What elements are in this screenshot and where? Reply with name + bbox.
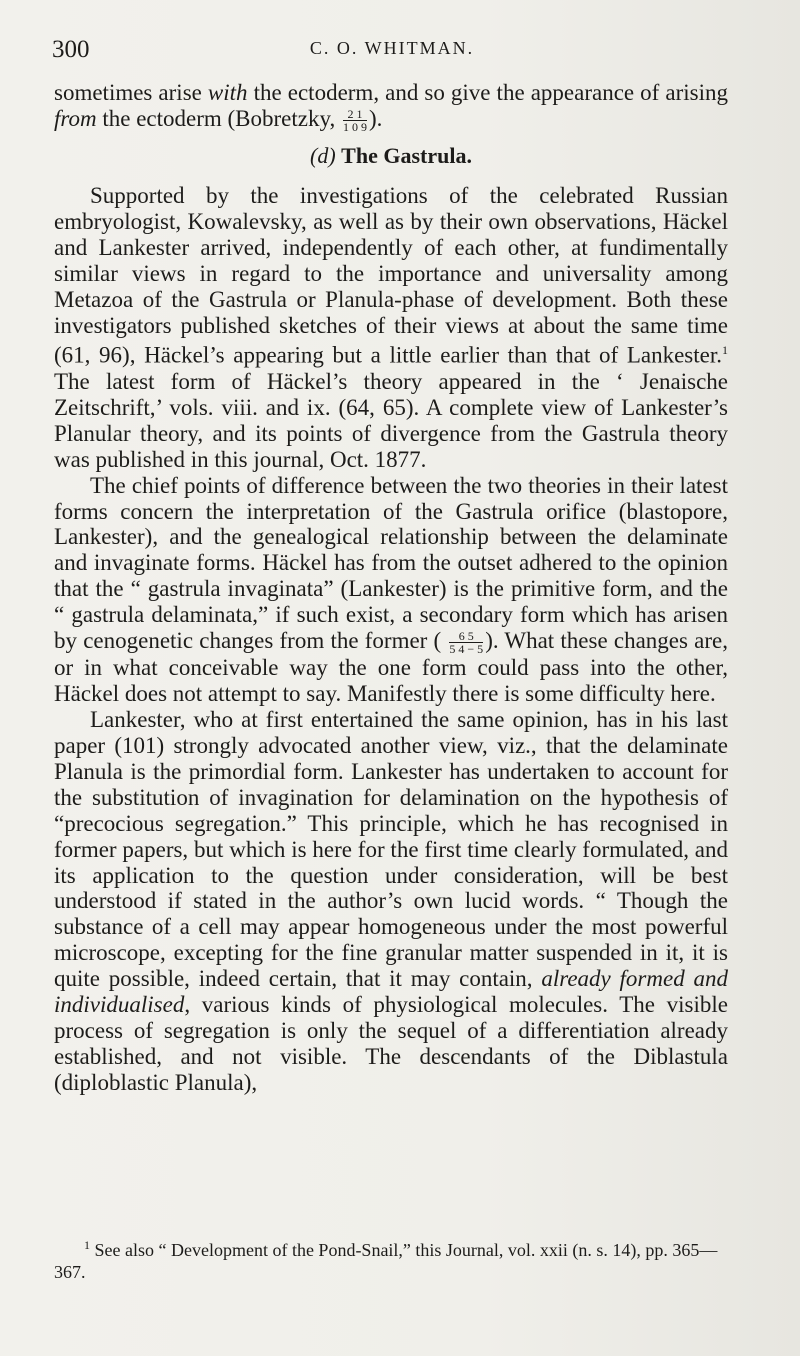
paragraph-2-text-2: ). What these changes are, or in what conceivable way the one form could pass into the other, Häckel does not attempt to say. Manifestly there is some difficulty here. — [54, 628, 728, 707]
paragraph-3-text-2: , various kinds of physiological molecules. The visible process of segregation is only the sequel of a differentiation already established, and not visible. The descendants of the Diblastula (diploblastic Planula), — [54, 992, 728, 1095]
paragraph-2-text-1: The chief points of difference between the two theories in their latest forms concern the interpretation of the Gastrula orifice (blastopore, Lankester), and the genealogical relationship between the delaminate and invaginate forms. Häckel has from the outset adhered to the opinion that the “ gastrula invaginata” (Lankester) is the primitive form, and the “ gastrula delaminata,” if such exist, a secondary form which has arisen by cenogenetic changes from the former ( — [54, 472, 728, 654]
paragraph-1-text: Supported by the investigations of the celebrated Russian embryologist, Kowalevsky, as well as by their own observations, Häckel and Lankester arrived, independently of each other, at fundimentally similar views in regard to the importance and universality among Metazoa of the Gastrula or Planula-phase of development. Both these investigators published sketches of their views at about the same time (61, 96), Häckel’s appearing but a little earlier than that of Lankester. — [54, 183, 728, 369]
paragraph-2-fraction — [449, 630, 483, 655]
running-head: C. O. WHITMAN. — [309, 38, 475, 58]
paragraph-3-italic: already formed and individualised — [54, 966, 728, 1018]
intro-italic-with: with — [207, 80, 248, 105]
intro-text-2: the ectoderm, and so give the appearance of arising — [247, 80, 728, 105]
page-body — [54, 80, 728, 1096]
page-number: 300 — [52, 36, 90, 63]
section-label: (d) — [310, 143, 336, 169]
intro-fraction-numerator: 2 1 — [343, 108, 367, 121]
intro-italic-from: from — [54, 105, 97, 131]
intro-text-3: the ectoderm (Bobretzky, — [96, 105, 341, 131]
paragraph-2 — [54, 473, 728, 707]
paragraph-3-text-1: Lankester, who at first entertained the same opinion, has in his last paper (101) strongly advocated another view, viz., that the delaminate Planula is the primordial form. Lankester has undertaken to account for the substitution of invagination for delamination on the hypothesis of “precocious segregation.” This principle, which he has recognised in former papers, but which is here for the first time clearly formulated, and its application to the question under consideration, will be best understood if stated in the author’s own lucid words. “ Though the substance of a cell may appear homogeneous under the most powerful microscope, excepting for the fine granular matter suspended in it, it is quite possible, indeed certain, that it may contain, — [54, 707, 728, 992]
footnote-mark: 1 — [84, 1238, 90, 1252]
page-header — [52, 36, 732, 66]
intro-fraction-denominator: 1 0 9 — [343, 120, 367, 135]
section-heading — [54, 143, 728, 169]
intro-fraction — [343, 108, 367, 133]
intro-text-1: sometimes arise — [54, 80, 208, 105]
paragraph-1 — [54, 183, 728, 473]
footnote-reference-mark: 1 — [722, 343, 728, 358]
paragraph-2-fraction-numerator: 6 5 — [449, 630, 483, 643]
intro-paragraph — [54, 80, 728, 133]
paragraph-3 — [54, 707, 728, 1096]
section-title: The Gastrula. — [341, 143, 472, 169]
intro-text-4: ). — [369, 105, 383, 131]
paragraph-1-text-2: The latest form of Häckel’s theory appeared in the ‘ Jenaische Zeitschrift,’ vols. viii. and ix. (64, 65). A complete view of Lankester’s Planular theory, and its points of divergence from the Gastrula theory was published in this journal, Oct. 1877. — [54, 369, 728, 472]
footnote-text: See also “ Development of the Pond-Snail,” this Journal, vol. xxii (n. s. 14), pp. 365—367. — [54, 1240, 718, 1282]
footnote — [54, 1234, 728, 1283]
paragraph-2-fraction-denominator: 5 4 − 5 — [449, 642, 484, 657]
